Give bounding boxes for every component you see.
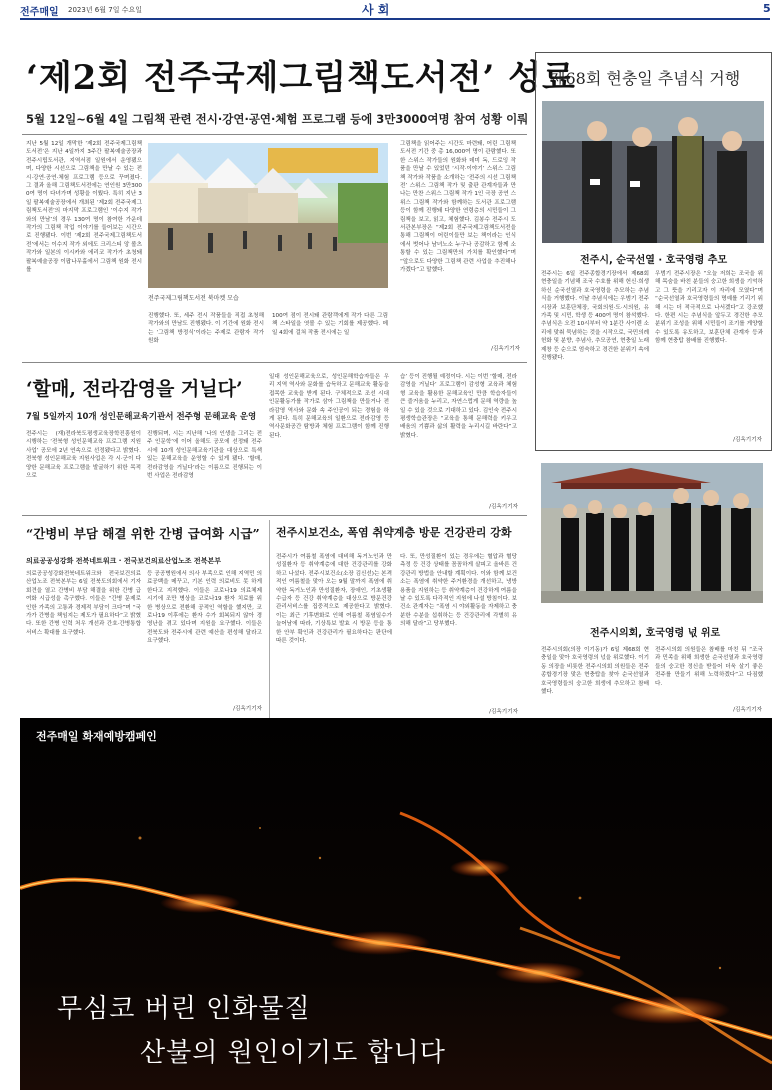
article3-headline: “간병비 부담 해결 위한 간병 급여화 시급” (26, 526, 260, 541)
campaign-label: 전주매일 화재예방캠페인 (36, 730, 157, 743)
issue-date: 2023년 6월 7일 수요일 (68, 6, 142, 14)
article1-bottom-rule (22, 362, 527, 363)
sidebar1-col1: 전주시는 6일 전주종합경기장에서 제68회 현충일을 기념해 조국 수호를 위해 헌신·희생하신 순국선열과 호국영령을 추모하는 추념식을 거행했다. 이날 추념식에는 우범기 전주시장과 보훈단체장, 국회의원·도·시의원, 유가족 및 시민, 학생 등 400여 명이 참석했다. 추념식은 오전 10시부터 약 1분간 사이렌 소리에 맞춰 묵념하는 것을 시작으로, 국민의례 헌화 및 분향, 추념사, 추모공연, 현충일 노래 제창 등 순으로 엄숙하고 경건한 분위기 속에 진행됐다. (541, 271, 649, 362)
article1-rule (22, 134, 527, 135)
campaign-line1: 무심코 버린 인화물질 (57, 994, 311, 1024)
sidebar1-title: 제68회 현충일 추념식 거행 (550, 69, 741, 88)
sidebar2-byline: /김옥기기자 (733, 707, 762, 713)
article3-divider (269, 520, 270, 720)
article3-col2: 등 공공병원에서 의사 부족으로 인해 지역민 의료공백을 메꾸고, 기본 인력 의료비도 못 하게 한다고 지적했다. 이들은 코로나19 의료체제 시기에 조만 병상을 코로나19 환자 치료를 위한 병상으로 전환해 공적인 역할을 했지만, 코로나19 이후에는 환자 수가 회복되지 않아 경영난을 겪고 있다며 지원을 요구했다. 이들은 전북도와 전주시에 관련 예산을 편성해 달라고 요구했다. (147, 571, 262, 645)
article1-subhead: 5월 12일~6월 4일 그림책 관련 전시·강연·공연·체험 프로그램 등에 3만3000여명 참여 성황 이뤄 (26, 112, 529, 126)
article2-col3: 일대 성인문해교육으로, 성인문해학습자들은 우리 지역 역사와 문화를 습득하고 문해교육 활동을 접목한 교육을 받게 된다. 구체적으로 조선 시대 인문활동가를 작가로 삼아 그림책을 만들거나 전라감영 역사와 문화 속 주인공이 되는 경험을 하게 된다. 특히 문해교육의 일환으로 전라감영 등 역사문화공간 탐방과 체험 프로그램이 함께 진행된다. (269, 374, 389, 439)
article3-subhead: 의료공공성강화 전북네트워크 · 전국보건의료산업노조 전북본부 (26, 557, 221, 565)
sidebar1-col2: 우범기 전주시장은 “오늘 저희는 조국을 위해 목숨을 바친 분들의 숭고한 희생을 기억하고 그 뜻을 기리고자 이 자리에 모였다”며 “순국선열과 호국영령들의 명예를 기리기 위해 시는 더 적극적으로 나서겠다”고 강조했다. 한편 시는 추념식을 앞두고 경건한 추모 분위기 조성을 위해 시민들이 조기를 게양할 수 있도록 유도하고, 보훈단체 관계자 등과 함께 현충탑 참배를 진행했다. (655, 271, 763, 345)
article2-col4: 습’ 등이 진행될 예정이다. 시는 이번 ‘할매, 전라감영을 거닐다’ 프로그램이 감성형 교육과 체험형 교육을 활용한 문해교육인 만큼 학습자들이 큰 즐거움을 누리고, 자연스럽게 문해 역량을 높일 수 있을 것으로 기대하고 있다. 김인숙 전주시평생학습관장은 “교육을 통해 문해력을 키우고 배움의 기쁨과 삶의 활력을 누리시길 바란다”고 밝혔다. (400, 374, 517, 439)
sidebar2-col1: 전주시의회(의장 이기동)가 6일 제68회 현충일을 맞아 호국영령의 넋을 위로했다. 이기동 의장을 비롯한 전주시의회 의원들은 전주종합경기장 맞은 현충탑을 찾아 순국선열과 호국영령들의 숭고한 희생에 추모하고 참배했다. (541, 647, 649, 696)
article3-col1: 의료공공성강화전북네트워크와 전국보건의료산업노조 전북본부는 6일 전북도의회에서 기자회견을 열고 간병비 부담 해결을 위한 간병 급여화 시급성을 촉구했다. 이들은 “간병 문제로 인한 가족의 고통과 경제적 부담이 크다”며 “국가가 간병을 책임지는 제도가 필요하다”고 밝혔다. 또한 간병 인력 처우 개선과 간호·간병통합서비스 확대를 요구했다. (26, 571, 141, 636)
council-people-icon (541, 463, 763, 603)
section-title: 사 회 (362, 3, 390, 17)
sidebar1-byline: /김옥기기자 (733, 437, 762, 443)
article4-col2: 다. 또, 만성질환이 있는 경우에는 혈압과 혈당 측정 등 건강 상태를 꼼꼼하게 살피고 올바른 건강관리 방법을 안내할 계획이다. 이와 함께 보건소는 폭염에 취약한 주거환경을 개선하고, 냉방용품을 지원하는 등 취약계층이 건강하게 여름을 날 수 있도록 다각적인 지원에 나설 방침이다. 보건소 관계자는 “폭염 시 야외활동을 자제하고 충분한 수분을 섭취하는 등 건강관리에 각별히 유의해 달라”고 당부했다. (400, 554, 517, 628)
article1-col2: 그림책을 읽어주는 시간도 마련돼, 어린 그림책도서전 기간 중 총 16,000여 명이 관람했다. 또한 스위스 작가들의 원화와 데미 독, 드로잉 작품을 만날 수 있었던 ‘시작·이야기’ 스위스 그림책 작가와 작품을 소개하는 ‘전주의 시선 그림책전’ 스위스 그림책 작가 및 출판 관계자들과 만나는 만찬 스위스 그림책 작가 1인 극장 공연 스위스 그림책 작가와 함께하는 도서관 프로그램 등이 함께 진행돼 다양한 연령층의 시민들이 그림책을 보고, 읽고, 체험했다. 김봉수 전주시 도서관본부장은 “제2회 전주국제그림책도서전을 통해 그림책이 어린이들만 보는 책이라는 인식에서 벗어나 남녀노소 누구나 공감하고 함께 소통할 수 있는 그림책만의 가치를 확인했다”며 “앞으로도 다양한 그림책 관련 사업을 추진해나가겠다”고 말했다. (400, 141, 516, 274)
article1-col3a: 진행했다. 또, 세주 전시 작품들을 직접 초청해 작가와의 만남도 진행됐다. 이 기간에 원화 전시는 ‘그림책 방정식’이라는 주제로 관람자 작가 원화 (148, 313, 264, 345)
article1-col1: 지난 5월 12일 개막한 ‘제2회 전주국제그림책도서전’은 지난 4일까지 3주간 팔복예술공장과 전주시립도서관, 지역서점 일원에서 운영됐으며, 다양한 시선으로 그림책을 만날 수 있는 전시·강연·공연·체험 프로그램 등으로 꾸며졌다. 그 결과 올해 그림책도서전에는 연인원 3만3000여 명이 다녀가며 성황을 이뤘다. 특히 지난 3일 팔복예술공장에서 개최된 ‘제2회 전주국제그림책도서전’의 마지막 프로그램인 ‘이수지 작가와의 만남’의 경우 130여 명이 참여한 가운데 작가의 그림책 작업 이야기를 들어보는 시간으로 진행됐다. 이번 ‘제2회 전주국제그림책도서전’에서는 이수지 작가 외에도 크리스티 앙 볼츠 작가와 일본의 이시카와 에리코 작가가 초청돼 팔복예술공장 이팝나무홀에서 그림책 원화 전시를 (26, 141, 142, 274)
article2-headline: ‘할매, 전라감영을 거닐다’ (26, 378, 243, 400)
article2-col1: 전주시는 (재)전라북도평생교육장학진흥원이 시행하는 ‘전북형 성인문해교육 프로그램 지원사업’ 공모에 2년 연속으로 선정됐다고 밝혔다. 전북형 성인문해교육 지원사업은 각 시·군이 다양한 문해교육 프로그램을 발굴하기 위한 목적으로 (26, 431, 141, 480)
article1-headline: ‘제2회 전주국제그림책도서전’ 성료 (26, 58, 576, 98)
memorial-people-icon (542, 101, 764, 243)
article4-headline: 전주시보건소, 폭염 취약계층 방문 건강관리 강화 (276, 526, 512, 539)
article2-subhead: 7월 5일까지 10개 성인문해교육기관서 전주형 문해교육 운영 (26, 412, 257, 422)
sidebar2-headline: 전주시의회, 호국영령 넋 위로 (590, 628, 721, 639)
book-fair-photo (148, 143, 388, 288)
book-fair-caption: 전주국제그림책도서전 북마켓 모습 (148, 295, 239, 302)
article3-byline: /김옥기기자 (233, 706, 262, 712)
sidebar1-headline: 전주시, 순국선열 · 호국영령 추모 (580, 255, 728, 266)
article1-col3b: 100여 점이 전시돼 관람객에게 작가 다른 그림책 스타일을 엿볼 수 있는 기회를 제공했다. 메일 4회에 걸쳐 작품 전시에는 일 (272, 313, 388, 336)
article2-byline: /김옥기기자 (489, 504, 518, 510)
book-fair-tents-icon (148, 143, 388, 288)
council-photo (541, 463, 763, 603)
sidebar2-col2: 전주시의회 의원들은 참배를 마친 뒤 “조국과 민족을 위해 희생한 순국선열과 호국영령들의 숭고한 정신을 받들어 더욱 살기 좋은 전주를 만들기 위해 노력하겠다”고 다짐했다. (655, 647, 763, 687)
campaign-line2: 산불의 원인이기도 합니다 (140, 1038, 446, 1068)
page-number: 5 (763, 2, 771, 15)
article2-col2: 진행되며, 시는 지난해 ‘나의 인생을 그리는 전주 인문학’에 이어 올해도 공모에 선정돼 전주시에 10개 성인문해교육기관을 대상으로 특색 있는 문해교육을 운영할 수 있게 됐다. ‘할매, 전라감영을 거닐다’라는 이름으로 진행되는 이번 사업은 전라감영 (147, 431, 262, 480)
paper-name: 전주매일 (20, 7, 59, 18)
article2-bottom-rule (22, 515, 527, 516)
article4-byline: /김옥기기자 (489, 709, 518, 715)
article4-col1: 전주시가 여름철 폭염에 대비해 독거노인과 만성질환자 등 취약계층에 대한 건강관리를 강화하고 나섰다. 전주시보건소(소장 김신선)는 본격적인 여름철을 맞아 오는 9월 말까지 폭염에 취약한 독거노인과 만성질환자, 장애인, 기초생활수급자 등 건강 취약계층을 대상으로 방문건강관리서비스를 집중적으로 제공한다고 밝혔다. 이는 최근 기후변화로 인해 여름철 폭염일수가 늘어남에 따라, 기상특보 발효 시 방문 등을 통한 안부 확인과 건강관리가 필요하다는 판단에 따른 것이다. (276, 554, 392, 645)
memorial-photo (542, 101, 764, 243)
header-rule (20, 18, 770, 20)
article1-byline: /김옥기기자 (491, 346, 520, 352)
